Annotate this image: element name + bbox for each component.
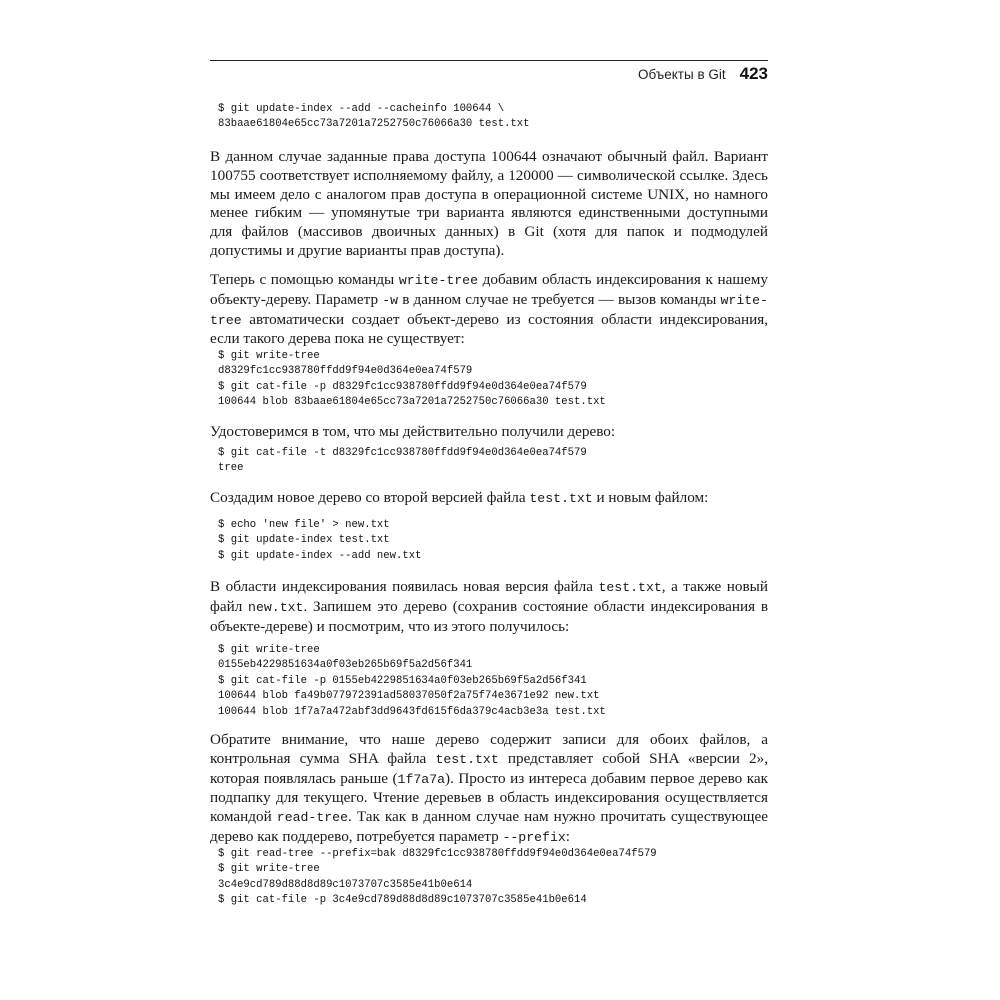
inline-code: --prefix — [502, 829, 566, 845]
code-line: d8329fc1cc938780ffdd9f94e0d364e0ea74f579 — [218, 365, 473, 378]
code-block-read-tree — [210, 847, 768, 909]
inline-code: test.txt — [529, 491, 593, 506]
code-line: $ git write-tree — [218, 644, 320, 656]
code-line: $ git cat-file -p 3c4e9cd789d88d8d89c1073707c3585e41b0e614 — [218, 894, 587, 907]
code-line: tree — [218, 462, 244, 475]
code-line: $ git read-tree --prefix=bak d8329fc1cc938780ffdd9f94e0d364e0ea74f579 — [218, 848, 657, 860]
code-line: $ git cat-file -p d8329fc1cc938780ffdd9f94e0d364e0ea74f579 — [218, 380, 587, 393]
inline-code: write-tree — [398, 273, 479, 288]
code-line: 100644 blob fa49b077972391ad58037050f2a75f74e3671e92 new.txt — [218, 690, 600, 703]
book-page — [210, 0, 768, 1000]
page-number: 423 — [739, 64, 768, 83]
code-line: 100644 blob 1f7a7a472abf3dd9643fd615f6da379c4acb3e3a test.txt — [218, 705, 606, 718]
paragraph-text — [210, 578, 768, 636]
text-run: Теперь с помощью команды — [210, 271, 399, 288]
inline-code: test.txt — [435, 751, 499, 767]
code-line: $ git write-tree — [218, 350, 320, 362]
code-line: $ git update-index --add new.txt — [218, 549, 422, 562]
text-run: в данном случае не требуется — вызов команды — [398, 290, 721, 308]
code-line: 100644 blob 83baae61804e65cc73a7201a7252750c76066a30 test.txt — [218, 396, 606, 409]
inline-code: test.txt — [598, 580, 662, 595]
running-head — [638, 64, 768, 86]
paragraph-text: В данном случае заданные права доступа 100644 означают обычный файл. Вариант 100755 соответствует исполняемому файлу, а 120000 — символической ссылке. Здесь мы имеем дело с аналогом прав доступа в операционной системе UNIX, но намного менее гибким — упомянутые три варианта являются единственными доступными для файлов (массивов двоичных данных) в Git (хотя для папок и подмодулей допустимы и другие варианты прав доступа). — [210, 148, 768, 259]
text-run: ). Просто из интереса добавим первое дерево как подпапку для текущего. Чтение деревьев в область индексирования осуществляется командой — [210, 769, 768, 826]
code-block-new-file — [210, 518, 768, 564]
inline-code: 1f7a7a — [397, 771, 446, 787]
inline-code: -w — [382, 292, 399, 308]
text-run: . Запишем это дерево (сохранив состояние области индексирования в объекте-дереве) и посмотрим, что из этого получилось: — [210, 597, 768, 635]
paragraph-text — [210, 489, 768, 509]
paragraph-index-new-version — [210, 578, 768, 636]
header-rule — [210, 60, 768, 61]
code-line: $ git update-index --add --cacheinfo 100644 \ — [218, 103, 505, 115]
text-run: : — [565, 827, 571, 845]
code-line: $ git cat-file -t d8329fc1cc938780ffdd9f94e0d364e0ea74f579 — [218, 447, 587, 459]
paragraph-verify-tree — [210, 423, 768, 442]
inline-code: write-tree — [210, 292, 768, 328]
text-run: В области индексирования появилась новая версия файла — [210, 578, 599, 595]
chapter-title: Объекты в Git — [638, 67, 726, 82]
paragraph-read-tree — [210, 731, 768, 848]
paragraph-write-tree — [210, 271, 768, 349]
code-line: $ echo 'new file' > new.txt — [218, 519, 390, 531]
code-line: $ git update-index test.txt — [218, 534, 390, 547]
code-line: 0155eb4229851634a0f03eb265b69f5a2d56f341 — [218, 659, 473, 672]
code-line: 83baae61804e65cc73a7201a7252750c76066a30 test.txt — [218, 118, 530, 131]
text-run: представляет собой SHA «версии 2», которая появлялась раньше ( — [210, 749, 768, 787]
code-block-cat-file-type — [210, 446, 768, 477]
text-run: автоматически создает объект-дерево из состояния области индексирования, если такого дерева пока не существует: — [210, 310, 768, 348]
text-run: . Так как в данном случае нам нужно прочитать существующее дерево как поддерево, потребуется параметр — [210, 808, 768, 845]
text-run: Обратите внимание, что наше дерево содержит записи для обоих файлов, а контрольная сумма SHA файла — [210, 731, 768, 767]
code-line: 3c4e9cd789d88d8d89c1073707c3585e41b0e614 — [218, 878, 473, 891]
inline-code: new.txt — [248, 599, 304, 615]
paragraph-new-tree — [210, 489, 768, 509]
code-block-update-index — [210, 102, 768, 133]
inline-code: read-tree — [276, 810, 349, 826]
code-block-second-tree — [210, 643, 768, 720]
text-run: и новым файлом: — [592, 489, 709, 506]
text-run: добавим область индексирования к нашему объекту-дереву. Параметр — [210, 271, 769, 308]
text-run: Создадим новое дерево со второй версией файла — [210, 489, 530, 506]
paragraph-text — [210, 731, 768, 848]
code-line: $ git write-tree — [218, 863, 320, 876]
code-block-write-tree — [210, 349, 768, 411]
code-line: $ git cat-file -p 0155eb4229851634a0f03eb265b69f5a2d56f341 — [218, 674, 587, 687]
paragraph-permissions — [210, 148, 768, 261]
paragraph-text: Удостоверимся в том, что мы действительно получили дерево: — [210, 423, 616, 440]
text-run: , а также новый файл — [210, 578, 768, 615]
paragraph-text — [210, 271, 768, 349]
